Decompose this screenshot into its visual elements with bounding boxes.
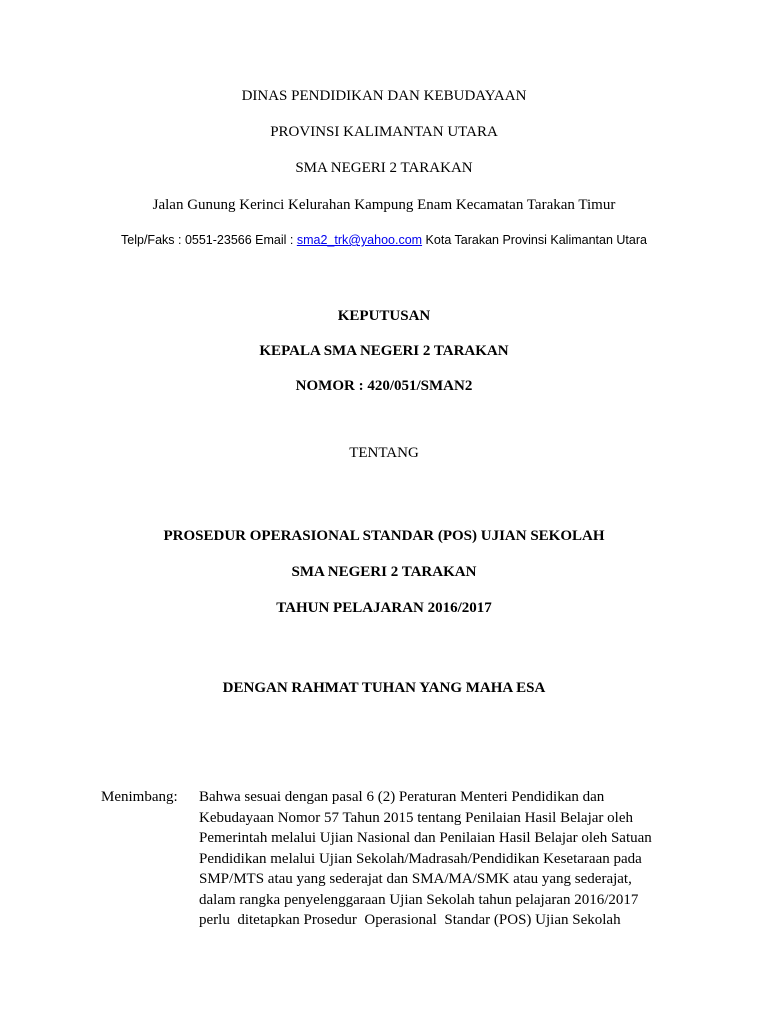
decree-issuer: KEPALA SMA NEGERI 2 TARAKAN xyxy=(259,343,509,359)
contact-prefix: Telp/Faks : 0551-23566 Email : xyxy=(121,233,297,247)
considering-line: perlu ditetapkan Prosedur Operasional Standar (POS) Ujian Sekolah xyxy=(199,912,621,928)
school-name: SMA NEGERI 2 TARAKAN xyxy=(295,160,473,176)
considering-line: Bahwa sesuai dengan pasal 6 (2) Peraturan Menteri Pendidikan dan xyxy=(199,789,605,805)
subject-school: SMA NEGERI 2 TARAKAN xyxy=(291,564,477,580)
province-name: PROVINSI KALIMANTAN UTARA xyxy=(270,124,498,140)
decree-number: NOMOR : 420/051/SMAN2 xyxy=(295,378,473,394)
considering-line: SMP/MTS atau yang sederajat dan SMA/MA/SMK atau yang sederajat, xyxy=(199,871,632,887)
invocation: DENGAN RAHMAT TUHAN YANG MAHA ESA xyxy=(222,680,546,696)
considering-line: Pemerintah melalui Ujian Nasional dan Penilaian Hasil Belajar oleh Satuan xyxy=(199,830,652,846)
considering-line: Pendidikan melalui Ujian Sekolah/Madrasah/Pendidikan Kesetaraan pada xyxy=(199,850,642,867)
subject-title: PROSEDUR OPERASIONAL STANDAR (POS) UJIAN SEKOLAH xyxy=(163,528,605,544)
email-link[interactable]: sma2_trk@yahoo.com xyxy=(296,233,423,247)
subject-year: TAHUN PELAJARAN 2016/2017 xyxy=(276,600,492,616)
agency-name: DINAS PENDIDIKAN DAN KEBUDAYAAN xyxy=(241,88,527,104)
school-address: Jalan Gunung Kerinci Kelurahan Kampung Enam Kecamatan Tarakan Timur xyxy=(152,197,616,213)
contact-suffix: Kota Tarakan Provinsi Kalimantan Utara xyxy=(422,233,647,247)
considering-line: dalam rangka penyelenggaraan Ujian Sekolah tahun pelajaran 2016/2017 xyxy=(199,891,639,908)
considering-label: Menimbang: xyxy=(101,789,178,805)
decree-title: KEPUTUSAN xyxy=(337,308,431,324)
considering-text xyxy=(199,787,679,931)
decree-about: TENTANG xyxy=(349,445,419,461)
considering-line: Kebudayaan Nomor 57 Tahun 2015 tentang Penilaian Hasil Belajar oleh xyxy=(199,809,633,826)
contact-line xyxy=(0,230,768,250)
